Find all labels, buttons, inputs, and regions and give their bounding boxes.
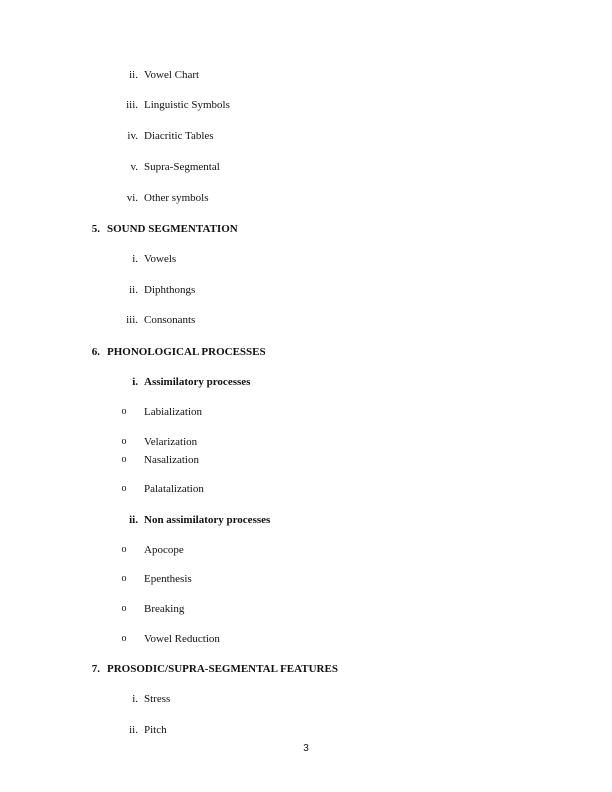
section-title: SOUND SEGMENTATION: [107, 223, 238, 235]
list-marker: i.: [132, 376, 138, 388]
circle-bullet-icon: o: [121, 573, 127, 584]
circle-bullet-icon: o: [121, 603, 127, 614]
list-text: Diacritic Tables: [144, 130, 214, 142]
list-text: Apocope: [144, 544, 184, 556]
list-text: Non assimilatory processes: [144, 514, 271, 526]
list-text: Pitch: [144, 724, 167, 736]
page-number: 3: [303, 743, 309, 754]
list-text: Diphthongs: [144, 284, 196, 296]
list-marker: i.: [132, 693, 138, 705]
list-marker: ii.: [129, 69, 138, 81]
list-marker: ii.: [129, 284, 138, 296]
circle-bullet-icon: o: [121, 436, 127, 447]
list-text: Consonants: [144, 314, 196, 326]
list-marker: iv.: [127, 130, 138, 142]
section-number: 7.: [91, 663, 100, 675]
list-text: Stress: [144, 693, 171, 705]
section-number: 6.: [91, 346, 100, 358]
list-text: Palatalization: [144, 483, 204, 495]
list-text: Vowel Chart: [144, 69, 200, 81]
list-text: Linguistic Symbols: [144, 99, 230, 111]
list-text: Supra-Segmental: [144, 161, 220, 173]
circle-bullet-icon: o: [121, 544, 127, 555]
list-marker: v.: [130, 161, 138, 173]
list-text: Breaking: [144, 603, 185, 615]
list-text: Assimilatory processes: [144, 376, 251, 388]
list-text: Vowel Reduction: [144, 633, 220, 645]
list-text: Velarization: [144, 436, 198, 448]
section-title: PROSODIC/SUPRA-SEGMENTAL FEATURES: [107, 663, 338, 675]
list-text: Vowels: [144, 253, 177, 265]
section-title: PHONOLOGICAL PROCESSES: [107, 346, 266, 358]
list-marker: ii.: [129, 514, 138, 526]
circle-bullet-icon: o: [121, 483, 127, 494]
circle-bullet-icon: o: [121, 406, 127, 417]
list-marker: ii.: [129, 724, 138, 736]
section-number: 5.: [91, 223, 100, 235]
list-marker: vi.: [126, 192, 138, 204]
list-text: Other symbols: [144, 192, 209, 204]
circle-bullet-icon: o: [121, 454, 127, 465]
list-marker: iii.: [126, 314, 138, 326]
list-text: Labialization: [144, 406, 203, 418]
list-text: Epenthesis: [144, 573, 192, 585]
list-marker: iii.: [126, 99, 138, 111]
list-marker: i.: [132, 253, 138, 265]
circle-bullet-icon: o: [121, 633, 127, 644]
list-text: Nasalization: [144, 454, 199, 466]
